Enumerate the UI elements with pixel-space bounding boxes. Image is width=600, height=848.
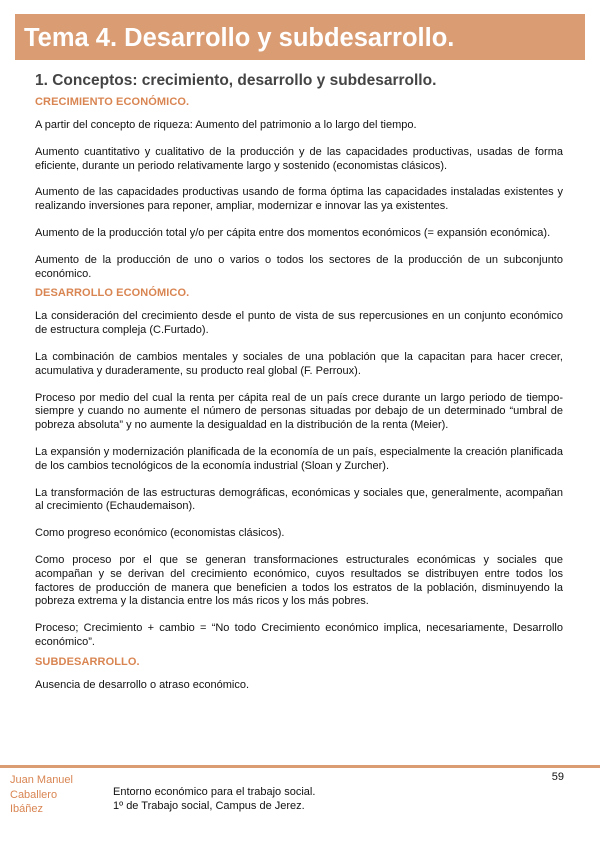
page-number: 59	[551, 771, 564, 783]
paragraph: Como progreso económico (economistas clásicos).	[35, 527, 285, 540]
paragraph: La consideración del crecimiento desde el punto de vista de sus repercusiones en un conjunto económico de estructura compleja (C.Furtado).	[35, 310, 563, 337]
footer-author	[10, 773, 100, 817]
paragraph: La transformación de las estructuras demográficas, económicas y sociales que, generalmente, acompañan al crecimiento (Echaudemaison).	[35, 486, 563, 513]
course-line: 1º de Trabajo social, Campus de Jerez.	[113, 800, 305, 812]
desarrollo-heading: DESARROLLO ECONÓMICO.	[35, 287, 190, 300]
footer-course	[113, 785, 315, 813]
paragraph: Proceso por medio del cual la renta per cápita real de un país crece durante un largo periodo de tiempo-siempre y cuando no aumente el número de personas situadas por debajo de un determinado “umbral de pobreza absoluta” y no aumente la desigualdad en la distribución de la renta (Meier).	[35, 391, 563, 432]
paragraph: Como proceso por el que se generan transformaciones estructurales económicas y sociales que acompañan y se derivan del crecimiento económico, cuyos resultados se distribuyen entre todos los factores de producción de manera que beneficien a todos los estratos de la población, disminuyendo la pobreza extrema y la distancia entre los más ricos y los más pobres.	[35, 553, 563, 608]
paragraph: La expansión y modernización planificada de la economía de un país, especialmente la creación planificada de los cambios tecnológicos de la economía industrial (Sloan y Zurcher).	[35, 445, 563, 472]
paragraph: Proceso; Crecimiento + cambio = “No todo Crecimiento económico implica, necesariamente, Desarrollo económico”.	[35, 622, 563, 648]
footer-divider	[0, 765, 600, 768]
author-line: Ibáñez	[10, 803, 44, 815]
paragraph: La combinación de cambios mentales y sociales de una población que la capacitan para hacer crecer, acumulativa y duraderamente, su producto real global (F. Perroux).	[35, 350, 563, 377]
author-line: Caballero	[10, 788, 58, 801]
course-line: Entorno económico para el trabajo social.	[113, 786, 316, 798]
paragraph: A partir del concepto de riqueza: Aumento del patrimonio a lo largo del tiempo.	[35, 119, 417, 131]
header-banner	[15, 14, 585, 60]
paragraph: Aumento de la producción de uno o varios o todos los sectores de la producción de un subconjunto económico.	[35, 253, 563, 280]
main-content	[35, 72, 563, 706]
page-title: Tema 4. Desarrollo y subdesarrollo.	[24, 24, 455, 52]
paragraph: Aumento de las capacidades productivas usando de forma óptima las capacidades instaladas existentes y realizando inversiones para reponer, ampliar, modernizar e innovar las ya existentes.	[35, 186, 563, 213]
crecimiento-heading: CRECIMIENTO ECONÓMICO.	[35, 96, 190, 108]
paragraph: Aumento cuantitativo y cualitativo de la producción y de las capacidades productivas, usadas de forma eficiente, durante un periodo relativamente largo y sostenido (economistas clásicos).	[35, 145, 563, 172]
section-heading: 1. Conceptos: crecimiento, desarrollo y subdesarrollo.	[35, 72, 437, 89]
paragraph: Ausencia de desarrollo o atraso económico.	[35, 678, 250, 691]
paragraph: Aumento de la producción total y/o per cápita entre dos momentos económicos (= expansión económica).	[35, 226, 551, 239]
subdesarrollo-heading: SUBDESARROLLO.	[35, 655, 140, 668]
author-line: Juan Manuel	[10, 774, 73, 786]
